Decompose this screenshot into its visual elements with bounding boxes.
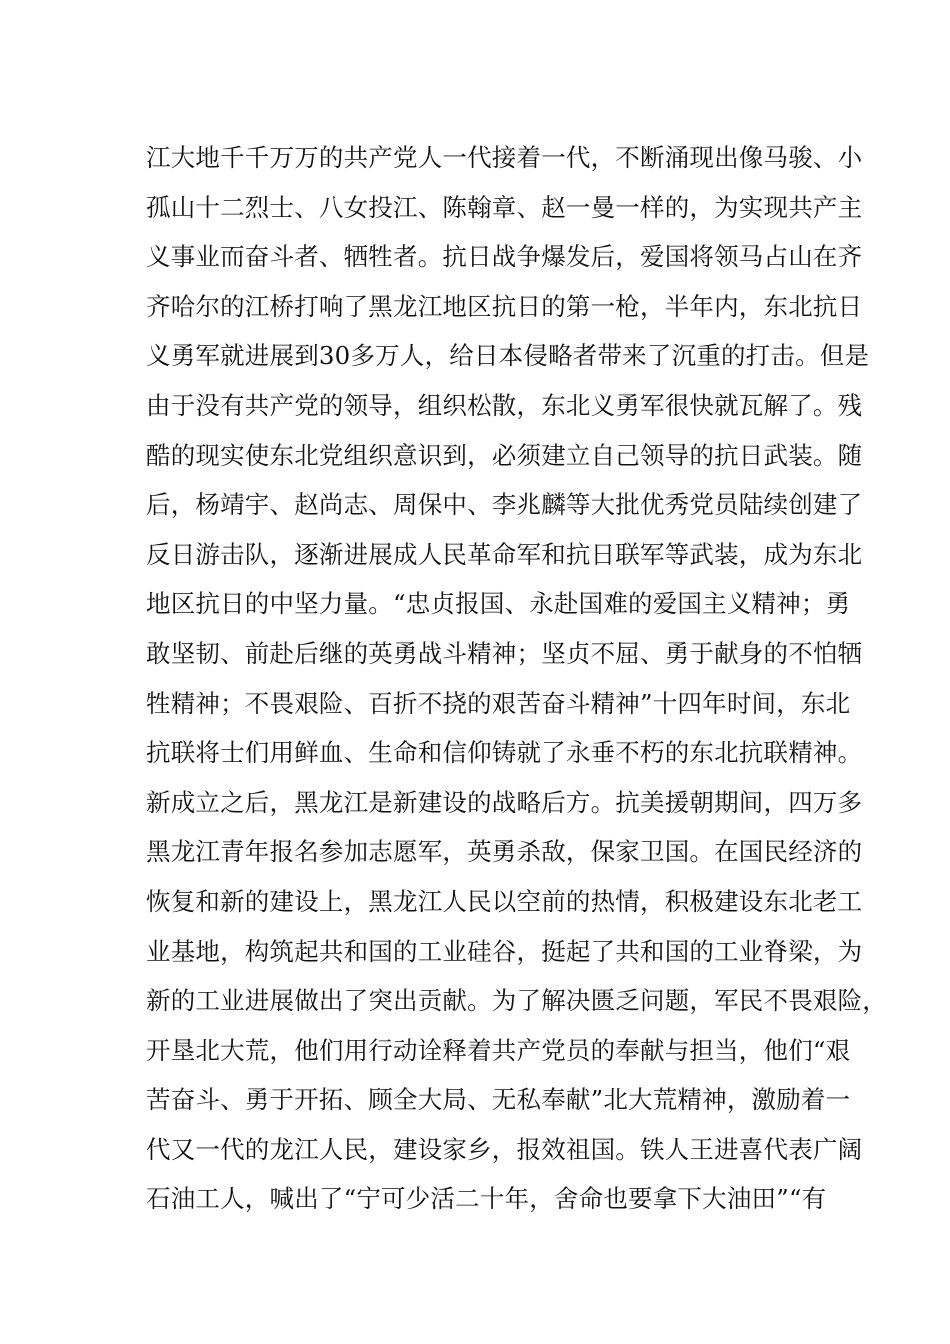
text-line: 义勇军就进展到30多万人，给日本侵略者带来了沉重的打击。但是: [146, 341, 870, 371]
text-line: 敢坚韧、前赴后继的英勇战斗精神；坚贞不屈、勇于献身的不怕牺: [146, 638, 863, 668]
text-line: 牲精神；不畏艰险、百折不挠的艰苦奋斗精神”十四年时间，东北: [146, 688, 851, 718]
text-line: 抗联将士们用鲜血、生命和信仰铸就了永垂不朽的东北抗联精神。: [146, 738, 863, 768]
text-line: 石油工人，喊出了“宁可少活二十年，舍命也要拿下大油田”“有: [146, 1184, 827, 1214]
text-line: 齐哈尔的江桥打响了黑龙江地区抗日的第一枪，半年内，东北抗日: [146, 291, 863, 321]
text-line: 反日游击队，逐渐进展成人民革命军和抗日联军等武装，成为东北: [146, 539, 863, 569]
text-line: 江大地千千万万的共产党人一代接着一代，不断涌现出像马骏、小: [146, 143, 863, 172]
text-line: 业基地，构筑起共和国的工业硅谷，挺起了共和国的工业脊梁，为: [146, 936, 863, 966]
text-line: 酷的现实使东北党组织意识到，必须建立自己领导的抗日武装。随: [146, 440, 863, 470]
text-line: 新成立之后，黑龙江是新建设的战略后方。抗美援朝期间，四万多: [146, 787, 863, 817]
text-line: 恢复和新的建设上，黑龙江人民以空前的热情，积极建设东北老工: [146, 886, 863, 916]
text-line: 黑龙江青年报名参加志愿军，英勇杀敌，保家卫国。在国民经济的: [146, 837, 863, 867]
text-line: 地区抗日的中坚力量。“忠贞报国、永赴国难的爱国主义精神；勇: [146, 589, 851, 619]
text-line: 苦奋斗、勇于开拓、顾全大局、无私奉献”北大荒精神，激励着一: [146, 1085, 851, 1115]
text-line: 新的工业进展做出了突出贡献。为了解决匮乏问题，军民不畏艰险，: [146, 986, 887, 1016]
body-text: [146, 133, 887, 1224]
text-line: 孤山十二烈士、八女投江、陈翰章、赵一曼一样的，为实现共产主: [146, 192, 863, 222]
text-line: 义事业而奋斗者、牺牲者。抗日战争爆发后，爱国将领马占山在齐: [146, 242, 863, 272]
text-line: 代又一代的龙江人民，建设家乡，报效祖国。铁人王进喜代表广阔: [146, 1134, 863, 1164]
text-line: 由于没有共产党的领导，组织松散，东北义勇军很快就瓦解了。残: [146, 390, 863, 420]
text-line: 开垦北大荒，他们用行动诠释着共产党员的奉献与担当，他们“艰: [146, 1035, 851, 1065]
text-line: 后，杨靖宇、赵尚志、周保中、李兆麟等大批优秀党员陆续创建了: [146, 490, 863, 520]
